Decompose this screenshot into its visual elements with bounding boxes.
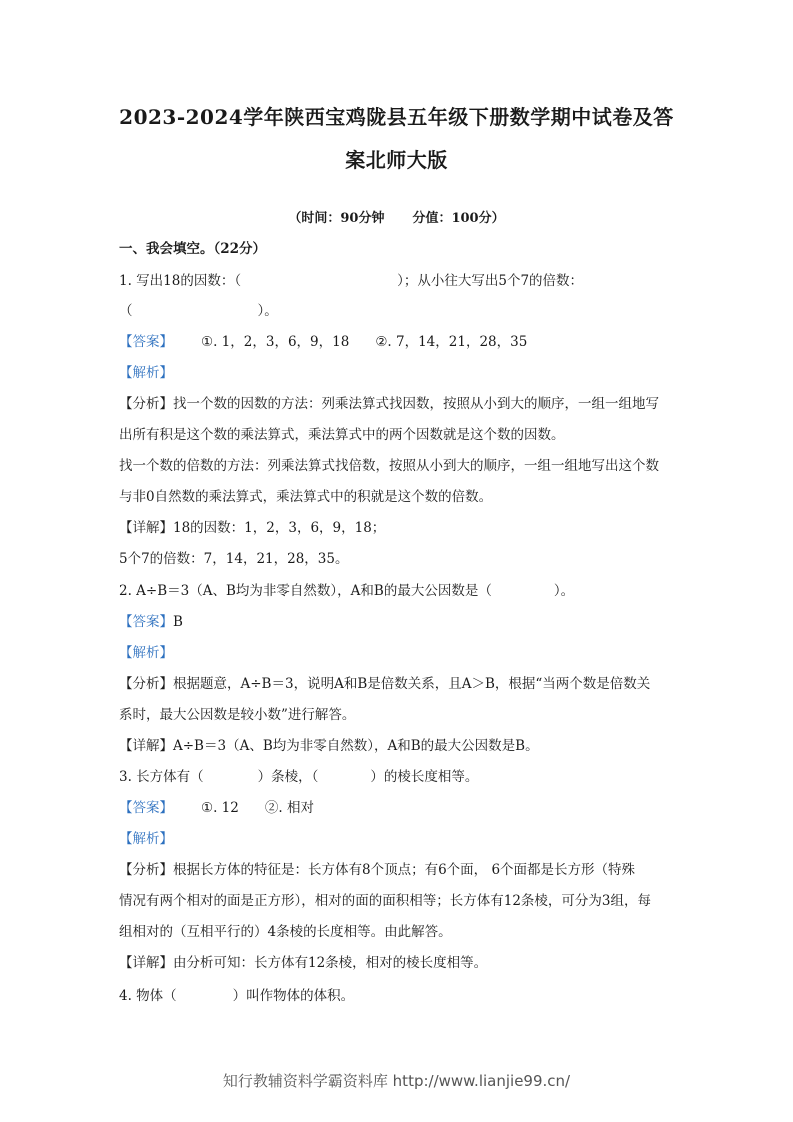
q2-stem xyxy=(119,583,574,599)
q2-answer-value: B xyxy=(173,614,183,630)
answer-tag: 【答案】 xyxy=(119,614,173,630)
q2-analysis-tag: 【解析】 xyxy=(119,645,173,661)
q3-analysis-a: 根据长方体的特征是：长方体有8个顶点；有6个面， 6个面都是长方形（特殊 xyxy=(173,862,636,878)
q3-stem xyxy=(119,769,478,785)
q1-stem-line-1 xyxy=(119,273,583,289)
q2-analysis-line-2: 系时，最大公因数是较小数”进行解答。 xyxy=(119,707,356,723)
q1-text-d: ）。 xyxy=(257,303,278,319)
q3-analysis-line-3: 组相对的（互相平行的）4条棱的长度相等。由此解答。 xyxy=(119,924,452,940)
q3-text-c: ）的棱长度相等。 xyxy=(370,769,479,785)
q3-detail xyxy=(119,955,487,971)
q3-answer xyxy=(119,800,314,816)
q1-text-b: ）；从小往大写出5个7的倍数： xyxy=(397,273,584,289)
q1-detail-line-1 xyxy=(119,520,385,536)
q3-answer-1: ①. 12 xyxy=(201,800,239,816)
exam-score: 分值：100分） xyxy=(412,211,505,226)
answer-tag: 【答案】 xyxy=(119,800,173,816)
q3-analysis-tag: 【解析】 xyxy=(119,831,173,847)
q1-detail-line-2: 5个7的倍数：7，14，21，28，35。 xyxy=(119,551,349,567)
detail-label: 【详解】 xyxy=(119,738,173,754)
q4-text-a: 4. 物体（ xyxy=(119,988,177,1004)
q1-analysis-line-3: 找一个数的倍数的方法：列乘法算式找倍数，按照从小到大的顺序，一组一组地写出这个数 xyxy=(119,458,659,474)
analysis-label: 【分析】 xyxy=(119,676,173,692)
q1-analysis-1a: 找一个数的因数的方法：列乘法算式找因数，按照从小到大的顺序，一组一组地写 xyxy=(173,396,659,412)
q1-answer xyxy=(119,334,527,350)
q3-analysis-line-2: 情况有两个相对的面是正方形），相对的面的面积相等；长方体有12条棱，可分为3组，每 xyxy=(119,893,652,909)
footer-watermark: 知行教辅资料学霸资料库 http://www.lianjie99.cn/ xyxy=(222,1072,571,1090)
q4-stem xyxy=(119,988,354,1004)
exam-meta xyxy=(0,207,793,226)
answer-tag: 【答案】 xyxy=(119,334,173,350)
q1-answer-2: ②. 7，14，21，28，35 xyxy=(375,334,528,350)
q4-text-b: ）叫作物体的体积。 xyxy=(232,988,355,1004)
q1-answer-1: ①. 1，2，3，6，9，18 xyxy=(201,334,350,350)
q2-text-b: ）。 xyxy=(553,583,575,599)
document-title-line-1: 2023-2024学年陕西宝鸡陇县五年级下册数学期中试卷及答 xyxy=(119,105,674,129)
exam-time: （时间：90分钟 xyxy=(288,211,385,226)
q1-analysis-tag: 【解析】 xyxy=(119,365,173,381)
q3-text-a: 3. 长方体有（ xyxy=(119,769,204,785)
q1-stem-line-2 xyxy=(119,303,278,319)
q2-analysis-a: 根据题意，A÷B＝3，说明A和B是倍数关系，且A＞B，根据“当两个数是倍数关 xyxy=(173,676,651,692)
q1-analysis-line-2: 出所有积是这个数的乘法算式，乘法算式中的两个因数就是这个数的因数。 xyxy=(119,427,565,443)
q2-answer xyxy=(119,614,183,630)
q2-analysis-line-1 xyxy=(119,676,650,692)
analysis-label: 【分析】 xyxy=(119,396,173,412)
section-heading: 一、我会填空。（22分） xyxy=(119,241,267,257)
detail-label: 【详解】 xyxy=(119,520,173,536)
q1-analysis-line-1 xyxy=(119,396,659,412)
q2-text-a: 2. A÷B＝3（A、B均为非零自然数），A和B的最大公因数是（ xyxy=(119,583,492,599)
q1-text-c: （ xyxy=(119,303,133,319)
q2-detail-text: A÷B＝3（A、B均为非零自然数），A和B的最大公因数是B。 xyxy=(173,738,539,754)
q3-answer-2: ②. 相对 xyxy=(264,800,314,816)
q1-text-a: 1. 写出18的因数：（ xyxy=(119,273,242,289)
analysis-label: 【分析】 xyxy=(119,862,173,878)
q2-detail xyxy=(119,738,539,754)
q3-text-b: ）条棱，（ xyxy=(257,769,319,785)
document-title-line-2: 案北师大版 xyxy=(345,148,448,172)
q3-detail-text: 由分析可知：长方体有12条棱，相对的棱长度相等。 xyxy=(173,955,488,971)
q1-detail-1: 18的因数：1，2，3，6，9，18； xyxy=(173,520,386,536)
detail-label: 【详解】 xyxy=(119,955,173,971)
q1-analysis-line-4: 与非0自然数的乘法算式，乘法算式中的积就是这个数的倍数。 xyxy=(119,489,493,505)
q3-analysis-line-1 xyxy=(119,862,635,878)
